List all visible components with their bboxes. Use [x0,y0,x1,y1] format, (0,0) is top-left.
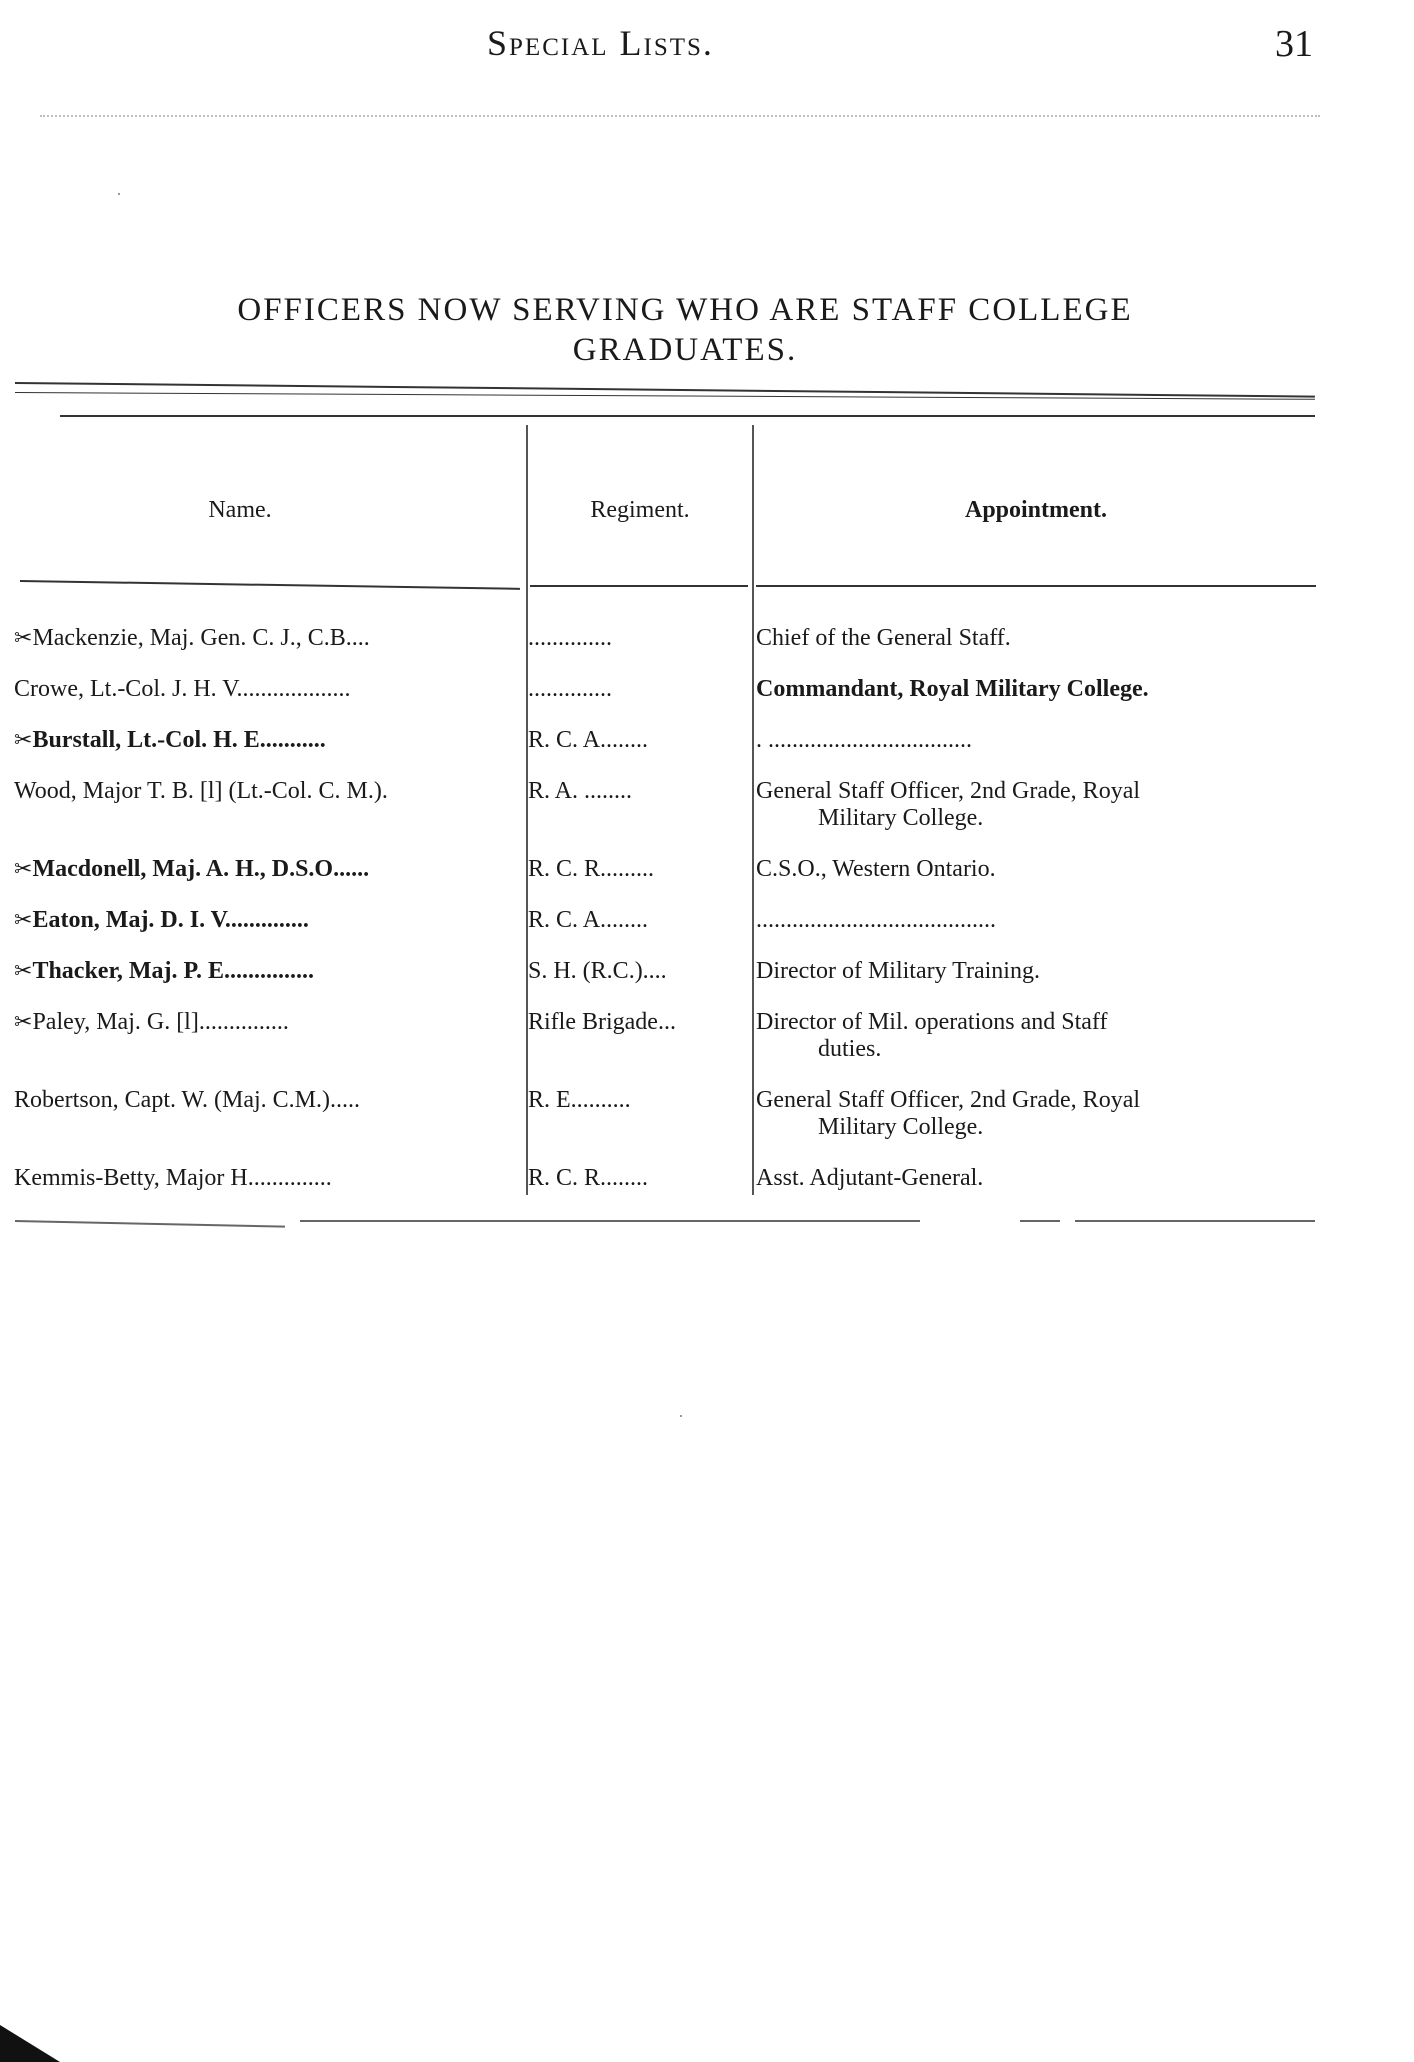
table-bottom-rule-middle [300,1220,920,1222]
scissors-icon: ✂ [14,626,33,651]
table-bottom-rule-fragment [1020,1220,1060,1222]
appointment-continuation: duties. [818,1036,882,1062]
column-divider-1 [526,425,528,1195]
scissors-icon: ✂ [14,857,33,882]
appointment-continuation: Military College. [818,805,984,831]
scissors-icon: ✂ [14,908,33,933]
appointment-text: Director of Military Training. [756,958,1040,984]
title-line-1: OFFICERS NOW SERVING WHO ARE STAFF COLLEGE [237,292,1133,329]
scissors-icon: ✂ [14,959,33,984]
regiment: R. C. R........ [528,1165,649,1191]
officer-name-cell [14,676,522,703]
appointment-text: Asst. Adjutant-General. [756,1165,984,1191]
officer-name-cell [14,778,522,805]
officer-name: Macdonell, Maj. A. H., D.S.O...... [32,856,370,882]
column-header-regiment: Regiment. [590,497,690,523]
title-line-2: GRADUATES. [572,332,798,369]
appointment [756,625,1316,652]
officer-name: Crowe, Lt.-Col. J. H. V................... [14,676,351,702]
column-divider-2 [752,425,754,1195]
appointment [756,1165,1316,1192]
appointment [756,1087,1316,1141]
officer-name-cell [14,727,522,754]
scissors-icon: ✂ [14,728,33,753]
officer-name: Thacker, Maj. P. E............... [32,958,315,984]
regiment: Rifle Brigade... [528,1009,676,1035]
officer-name: Eaton, Maj. D. I. V.............. [32,907,309,933]
officer-name-cell [14,958,522,985]
officer-name-cell [14,907,522,934]
appointment-text: Director of Mil. operations and Staff [756,1009,1108,1035]
scan-speck [680,1415,682,1417]
page-header [0,22,1414,72]
appointment-text: General Staff Officer, 2nd Grade, Royal [756,778,1141,804]
regiment: R. C. A........ [528,727,649,753]
appointment-continuation: Military College. [818,1114,984,1140]
scan-corner-shadow [0,2025,60,2062]
officer-name-cell [14,856,522,883]
officer-name: Kemmis-Betty, Major H.............. [14,1165,332,1191]
header-rule-appointment [756,585,1316,587]
regiment: R. A. ........ [528,778,633,804]
officer-name-cell [14,625,522,652]
regiment: R. C. R......... [528,856,655,882]
scan-speck [118,193,120,195]
officer-name-cell [14,1009,522,1036]
table-bottom-rule-left [15,1220,285,1228]
officer-name: Robertson, Capt. W. (Maj. C.M.)..... [14,1087,360,1113]
appointment [756,676,1316,703]
document-title [60,290,1310,370]
appointment [756,958,1316,985]
regiment: R. E.......... [528,1087,631,1113]
header-rule-name [20,580,520,590]
regiment: .............. [528,676,612,702]
table-top-rule-3 [60,415,1315,417]
appointment [756,1009,1316,1063]
appointment-text: Commandant, Royal Military College. [756,676,1149,702]
appointment [756,907,1316,934]
appointment-text: General Staff Officer, 2nd Grade, Royal [756,1087,1141,1113]
header-rule-regiment [530,585,748,587]
regiment: S. H. (R.C.).... [528,958,667,984]
scissors-icon: ✂ [14,1010,33,1035]
appointment-text: . .................................. [756,727,972,753]
officer-name: Mackenzie, Maj. Gen. C. J., C.B.... [32,625,370,651]
officer-name-cell [14,1165,522,1192]
column-header-name: Name. [208,497,272,523]
appointment [756,727,1316,754]
appointment-text: C.S.O., Western Ontario. [756,856,996,882]
running-head: Special Lists. [487,23,714,63]
scan-artifact-dots [40,115,1320,119]
officer-name: Wood, Major T. B. [l] (Lt.-Col. C. M.). [14,778,388,804]
officer-name-cell [14,1087,522,1114]
appointment [756,856,1316,883]
column-header-appointment: Appointment. [964,497,1108,523]
regiment: R. C. A........ [528,907,649,933]
table-bottom-rule-right [1075,1220,1315,1222]
appointment-text: ........................................ [756,907,996,933]
appointment [756,778,1316,832]
officer-name: Paley, Maj. G. [l]............... [32,1009,289,1035]
appointment-text: Chief of the General Staff. [756,625,1011,651]
regiment: .............. [528,625,612,651]
officer-name: Burstall, Lt.-Col. H. E........... [32,727,326,753]
page-number: 31 [1275,23,1313,65]
